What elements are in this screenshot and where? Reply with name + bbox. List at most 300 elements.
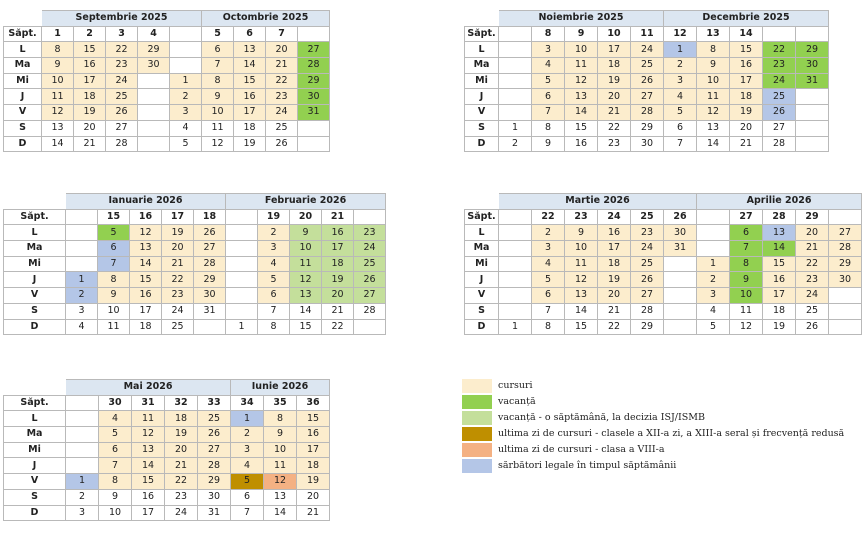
date-cell: 28 xyxy=(631,303,664,319)
empty-cell xyxy=(796,105,829,121)
day-row xyxy=(465,105,829,121)
corner-cell xyxy=(465,194,499,210)
date-cell: 23 xyxy=(354,225,386,241)
date-cell: 21 xyxy=(297,505,330,521)
date-cell: 13 xyxy=(763,225,796,241)
date-cell: 26 xyxy=(631,73,664,89)
day-label: Ma xyxy=(4,241,66,257)
day-label: Ma xyxy=(465,241,499,257)
empty-cell xyxy=(138,136,170,152)
date-cell: 14 xyxy=(290,303,322,319)
date-cell: 29 xyxy=(198,474,231,490)
legend-label: vacanță - o săptămână, la decizia ISJ/ISMB xyxy=(498,412,705,423)
day-row xyxy=(4,505,330,521)
day-label: D xyxy=(4,136,42,152)
date-cell: 10 xyxy=(565,42,598,58)
date-cell: 5 xyxy=(98,225,130,241)
date-cell: 18 xyxy=(598,58,631,74)
date-cell: 24 xyxy=(162,303,194,319)
day-label: D xyxy=(4,319,66,335)
empty-cell xyxy=(138,73,170,89)
date-cell: 22 xyxy=(598,120,631,136)
date-cell: 30 xyxy=(829,272,862,288)
date-cell: 25 xyxy=(631,256,664,272)
day-label: Mi xyxy=(4,442,66,458)
date-cell: 14 xyxy=(130,256,162,272)
week-number: 21 xyxy=(322,209,354,225)
day-label: L xyxy=(4,411,66,427)
date-cell: 8 xyxy=(264,411,297,427)
date-cell: 11 xyxy=(202,120,234,136)
date-cell: 14 xyxy=(565,105,598,121)
date-cell: 5 xyxy=(258,272,290,288)
empty-cell xyxy=(664,256,697,272)
week-number: 9 xyxy=(565,26,598,42)
day-row xyxy=(4,474,330,490)
day-label: Mi xyxy=(465,256,499,272)
date-cell: 26 xyxy=(763,105,796,121)
day-label: V xyxy=(465,105,499,121)
date-cell: 27 xyxy=(194,241,226,257)
date-cell: 16 xyxy=(730,58,763,74)
empty-cell xyxy=(66,241,98,257)
week-label: Săpt. xyxy=(4,395,66,411)
date-cell: 4 xyxy=(532,58,565,74)
date-cell: 7 xyxy=(99,458,132,474)
date-cell: 28 xyxy=(198,458,231,474)
date-cell: 15 xyxy=(132,474,165,490)
day-row xyxy=(465,136,829,152)
month-title: Mai 2026 xyxy=(66,380,231,396)
day-label: Mi xyxy=(4,73,42,89)
date-cell: 19 xyxy=(598,73,631,89)
date-cell: 9 xyxy=(565,225,598,241)
week-number xyxy=(697,209,730,225)
date-cell: 25 xyxy=(796,303,829,319)
date-cell: 1 xyxy=(499,120,532,136)
date-cell: 5 xyxy=(231,474,264,490)
week-number xyxy=(354,209,386,225)
date-cell: 24 xyxy=(631,42,664,58)
date-cell: 21 xyxy=(266,58,298,74)
date-cell: 12 xyxy=(132,427,165,443)
date-cell: 18 xyxy=(730,89,763,105)
day-row xyxy=(465,120,829,136)
date-cell: 24 xyxy=(763,73,796,89)
date-cell: 17 xyxy=(132,505,165,521)
date-cell: 22 xyxy=(598,319,631,335)
date-cell: 25 xyxy=(354,256,386,272)
date-cell: 21 xyxy=(165,458,198,474)
date-cell: 5 xyxy=(697,319,730,335)
month-title: Martie 2026 xyxy=(499,194,697,210)
week-number: 1 xyxy=(42,26,74,42)
date-cell: 27 xyxy=(829,225,862,241)
legend-swatch xyxy=(462,395,492,409)
date-cell: 9 xyxy=(264,427,297,443)
week-number xyxy=(170,26,202,42)
date-cell: 8 xyxy=(98,272,130,288)
empty-cell xyxy=(298,136,330,152)
date-cell: 30 xyxy=(664,225,697,241)
day-row xyxy=(4,89,330,105)
date-cell: 16 xyxy=(565,136,598,152)
date-cell: 18 xyxy=(297,458,330,474)
date-cell: 23 xyxy=(598,136,631,152)
date-cell: 4 xyxy=(697,303,730,319)
day-label: S xyxy=(465,120,499,136)
empty-cell xyxy=(226,303,258,319)
day-label: Ma xyxy=(4,427,66,443)
date-cell: 24 xyxy=(106,73,138,89)
day-row xyxy=(465,73,829,89)
week-number: 20 xyxy=(290,209,322,225)
date-cell: 16 xyxy=(130,288,162,304)
day-label: J xyxy=(4,272,66,288)
date-cell: 29 xyxy=(631,120,664,136)
day-label: D xyxy=(465,136,499,152)
date-cell: 8 xyxy=(42,42,74,58)
date-cell: 31 xyxy=(194,303,226,319)
week-number: 14 xyxy=(730,26,763,42)
date-cell: 4 xyxy=(258,256,290,272)
week-number: 33 xyxy=(198,395,231,411)
day-label: Mi xyxy=(4,256,66,272)
date-cell: 22 xyxy=(106,42,138,58)
date-cell: 1 xyxy=(664,42,697,58)
date-cell: 28 xyxy=(354,303,386,319)
date-cell: 4 xyxy=(664,89,697,105)
date-cell: 6 xyxy=(532,89,565,105)
date-cell: 12 xyxy=(697,105,730,121)
empty-cell xyxy=(226,241,258,257)
date-cell: 7 xyxy=(532,105,565,121)
date-cell: 27 xyxy=(631,288,664,304)
day-row xyxy=(465,42,829,58)
date-cell: 27 xyxy=(198,442,231,458)
day-label: V xyxy=(4,474,66,490)
day-row xyxy=(4,105,330,121)
date-cell: 22 xyxy=(322,319,354,335)
date-cell: 23 xyxy=(266,89,298,105)
date-cell: 20 xyxy=(598,89,631,105)
week-number xyxy=(499,26,532,42)
date-cell: 12 xyxy=(565,272,598,288)
week-label: Săpt. xyxy=(465,209,499,225)
date-cell: 24 xyxy=(796,288,829,304)
legend-label: ultima zi de cursuri - clasele a XII-a zi, a XIII-a seral și frecvență redusă xyxy=(498,428,845,439)
date-cell: 6 xyxy=(99,442,132,458)
day-row xyxy=(465,89,829,105)
date-cell: 5 xyxy=(170,136,202,152)
day-label: Ma xyxy=(4,58,42,74)
date-cell: 15 xyxy=(730,42,763,58)
empty-cell xyxy=(697,225,730,241)
date-cell: 23 xyxy=(165,489,198,505)
date-cell: 7 xyxy=(231,505,264,521)
empty-cell xyxy=(499,105,532,121)
empty-cell xyxy=(499,288,532,304)
empty-cell xyxy=(664,288,697,304)
empty-cell xyxy=(499,89,532,105)
date-cell: 11 xyxy=(132,411,165,427)
date-cell: 20 xyxy=(796,225,829,241)
empty-cell xyxy=(66,442,99,458)
date-cell: 28 xyxy=(829,241,862,257)
date-cell: 15 xyxy=(565,120,598,136)
date-cell: 3 xyxy=(532,42,565,58)
date-cell: 31 xyxy=(796,73,829,89)
week-number: 11 xyxy=(631,26,664,42)
week-number xyxy=(226,209,258,225)
date-cell: 15 xyxy=(565,319,598,335)
day-row xyxy=(4,458,330,474)
day-row xyxy=(465,272,862,288)
date-cell: 11 xyxy=(290,256,322,272)
week-number: 29 xyxy=(796,209,829,225)
week-number: 31 xyxy=(132,395,165,411)
date-cell: 25 xyxy=(266,120,298,136)
date-cell: 29 xyxy=(631,319,664,335)
date-cell: 22 xyxy=(763,42,796,58)
empty-cell xyxy=(170,58,202,74)
week-number: 30 xyxy=(99,395,132,411)
date-cell: 7 xyxy=(98,256,130,272)
date-cell: 13 xyxy=(565,89,598,105)
legend-swatch xyxy=(462,411,492,425)
date-cell: 7 xyxy=(532,303,565,319)
date-cell: 29 xyxy=(138,42,170,58)
day-row xyxy=(4,42,330,58)
day-label: V xyxy=(4,288,66,304)
date-cell: 9 xyxy=(42,58,74,74)
empty-cell xyxy=(298,120,330,136)
date-cell: 9 xyxy=(532,136,565,152)
day-label: S xyxy=(4,303,66,319)
date-cell: 3 xyxy=(170,105,202,121)
date-cell: 18 xyxy=(763,303,796,319)
date-cell: 2 xyxy=(66,489,99,505)
date-cell: 9 xyxy=(202,89,234,105)
date-cell: 29 xyxy=(829,256,862,272)
date-cell: 2 xyxy=(66,288,98,304)
date-cell: 24 xyxy=(354,241,386,257)
week-number: 24 xyxy=(598,209,631,225)
day-label: S xyxy=(4,489,66,505)
corner-cell xyxy=(4,11,42,27)
date-cell: 7 xyxy=(730,241,763,257)
date-cell: 10 xyxy=(565,241,598,257)
date-cell: 5 xyxy=(664,105,697,121)
date-cell: 26 xyxy=(266,136,298,152)
date-cell: 14 xyxy=(42,136,74,152)
date-cell: 21 xyxy=(598,303,631,319)
date-cell: 26 xyxy=(354,272,386,288)
week-number: 36 xyxy=(297,395,330,411)
week-label: Săpt. xyxy=(4,209,66,225)
date-cell: 21 xyxy=(796,241,829,257)
month-title: Septembrie 2025 xyxy=(42,11,202,27)
date-cell: 27 xyxy=(298,42,330,58)
day-label: J xyxy=(4,458,66,474)
date-cell: 13 xyxy=(132,442,165,458)
date-cell: 20 xyxy=(598,288,631,304)
legend-label: vacanță xyxy=(498,396,536,407)
date-cell: 4 xyxy=(99,411,132,427)
empty-cell xyxy=(697,241,730,257)
date-cell: 11 xyxy=(42,89,74,105)
date-cell: 9 xyxy=(290,225,322,241)
date-cell: 19 xyxy=(162,225,194,241)
week-number: 7 xyxy=(266,26,298,42)
week-number: 16 xyxy=(130,209,162,225)
date-cell: 25 xyxy=(198,411,231,427)
empty-cell xyxy=(66,458,99,474)
calendar-table xyxy=(3,10,330,152)
date-cell: 21 xyxy=(74,136,106,152)
day-label: V xyxy=(4,105,42,121)
empty-cell xyxy=(138,105,170,121)
date-cell: 19 xyxy=(322,272,354,288)
date-cell: 14 xyxy=(234,58,266,74)
date-cell: 17 xyxy=(730,73,763,89)
date-cell: 16 xyxy=(74,58,106,74)
date-cell: 20 xyxy=(165,442,198,458)
date-cell: 7 xyxy=(202,58,234,74)
month-title: Decembrie 2025 xyxy=(664,11,829,27)
day-row xyxy=(4,442,330,458)
date-cell: 6 xyxy=(532,288,565,304)
empty-cell xyxy=(66,411,99,427)
date-cell: 28 xyxy=(763,136,796,152)
week-number xyxy=(66,209,98,225)
date-cell: 28 xyxy=(194,256,226,272)
date-cell: 25 xyxy=(162,319,194,335)
date-cell: 2 xyxy=(258,225,290,241)
day-label: V xyxy=(465,288,499,304)
week-label: Săpt. xyxy=(4,26,42,42)
date-cell: 5 xyxy=(532,272,565,288)
date-cell: 3 xyxy=(697,288,730,304)
day-row xyxy=(4,241,386,257)
date-cell: 17 xyxy=(763,288,796,304)
empty-cell xyxy=(499,73,532,89)
date-cell: 15 xyxy=(234,73,266,89)
date-cell: 2 xyxy=(499,136,532,152)
legend-label: cursuri xyxy=(498,380,533,391)
day-row xyxy=(465,58,829,74)
day-row xyxy=(4,120,330,136)
date-cell: 18 xyxy=(74,89,106,105)
week-number xyxy=(763,26,796,42)
day-row xyxy=(4,256,386,272)
week-number: 26 xyxy=(664,209,697,225)
date-cell: 23 xyxy=(631,225,664,241)
week-number xyxy=(66,395,99,411)
empty-cell xyxy=(226,256,258,272)
empty-cell xyxy=(829,319,862,335)
calendar-table xyxy=(464,10,829,152)
date-cell: 15 xyxy=(130,272,162,288)
date-cell: 13 xyxy=(264,489,297,505)
date-cell: 26 xyxy=(106,105,138,121)
date-cell: 17 xyxy=(322,241,354,257)
empty-cell xyxy=(226,225,258,241)
date-cell: 6 xyxy=(258,288,290,304)
date-cell: 20 xyxy=(730,120,763,136)
date-cell: 13 xyxy=(565,288,598,304)
date-cell: 10 xyxy=(42,73,74,89)
date-cell: 29 xyxy=(194,272,226,288)
date-cell: 18 xyxy=(234,120,266,136)
date-cell: 23 xyxy=(162,288,194,304)
date-cell: 20 xyxy=(297,489,330,505)
legend-swatch xyxy=(462,443,492,457)
day-row xyxy=(4,136,330,152)
date-cell: 22 xyxy=(165,474,198,490)
date-cell: 14 xyxy=(132,458,165,474)
date-cell: 13 xyxy=(234,42,266,58)
date-cell: 6 xyxy=(231,489,264,505)
date-cell: 27 xyxy=(354,288,386,304)
date-cell: 13 xyxy=(42,120,74,136)
calendar-table xyxy=(3,379,330,521)
week-number: 32 xyxy=(165,395,198,411)
day-label: J xyxy=(465,89,499,105)
day-row xyxy=(465,225,862,241)
empty-cell xyxy=(66,256,98,272)
date-cell: 16 xyxy=(598,225,631,241)
date-cell: 20 xyxy=(266,42,298,58)
date-cell: 14 xyxy=(697,136,730,152)
date-cell: 3 xyxy=(664,73,697,89)
week-number: 4 xyxy=(138,26,170,42)
date-cell: 25 xyxy=(106,89,138,105)
date-cell: 2 xyxy=(664,58,697,74)
empty-cell xyxy=(499,225,532,241)
empty-cell xyxy=(829,288,862,304)
date-cell: 21 xyxy=(162,256,194,272)
date-cell: 1 xyxy=(697,256,730,272)
week-number: 17 xyxy=(162,209,194,225)
week-number: 23 xyxy=(565,209,598,225)
day-row xyxy=(4,272,386,288)
corner-cell xyxy=(465,11,499,27)
date-cell: 23 xyxy=(796,272,829,288)
legend-swatch xyxy=(462,379,492,393)
date-cell: 10 xyxy=(697,73,730,89)
date-cell: 27 xyxy=(106,120,138,136)
date-cell: 9 xyxy=(730,272,763,288)
date-cell: 19 xyxy=(165,427,198,443)
day-row xyxy=(465,303,862,319)
day-label: D xyxy=(4,505,66,521)
date-cell: 13 xyxy=(130,241,162,257)
date-cell: 19 xyxy=(74,105,106,121)
day-row xyxy=(4,58,330,74)
date-cell: 20 xyxy=(162,241,194,257)
day-row xyxy=(465,319,862,335)
month-title: Iunie 2026 xyxy=(231,380,330,396)
date-cell: 5 xyxy=(532,73,565,89)
date-cell: 11 xyxy=(98,319,130,335)
date-cell: 25 xyxy=(631,58,664,74)
date-cell: 30 xyxy=(796,58,829,74)
date-cell: 11 xyxy=(697,89,730,105)
date-cell: 8 xyxy=(697,42,730,58)
date-cell: 8 xyxy=(258,319,290,335)
date-cell: 13 xyxy=(290,288,322,304)
